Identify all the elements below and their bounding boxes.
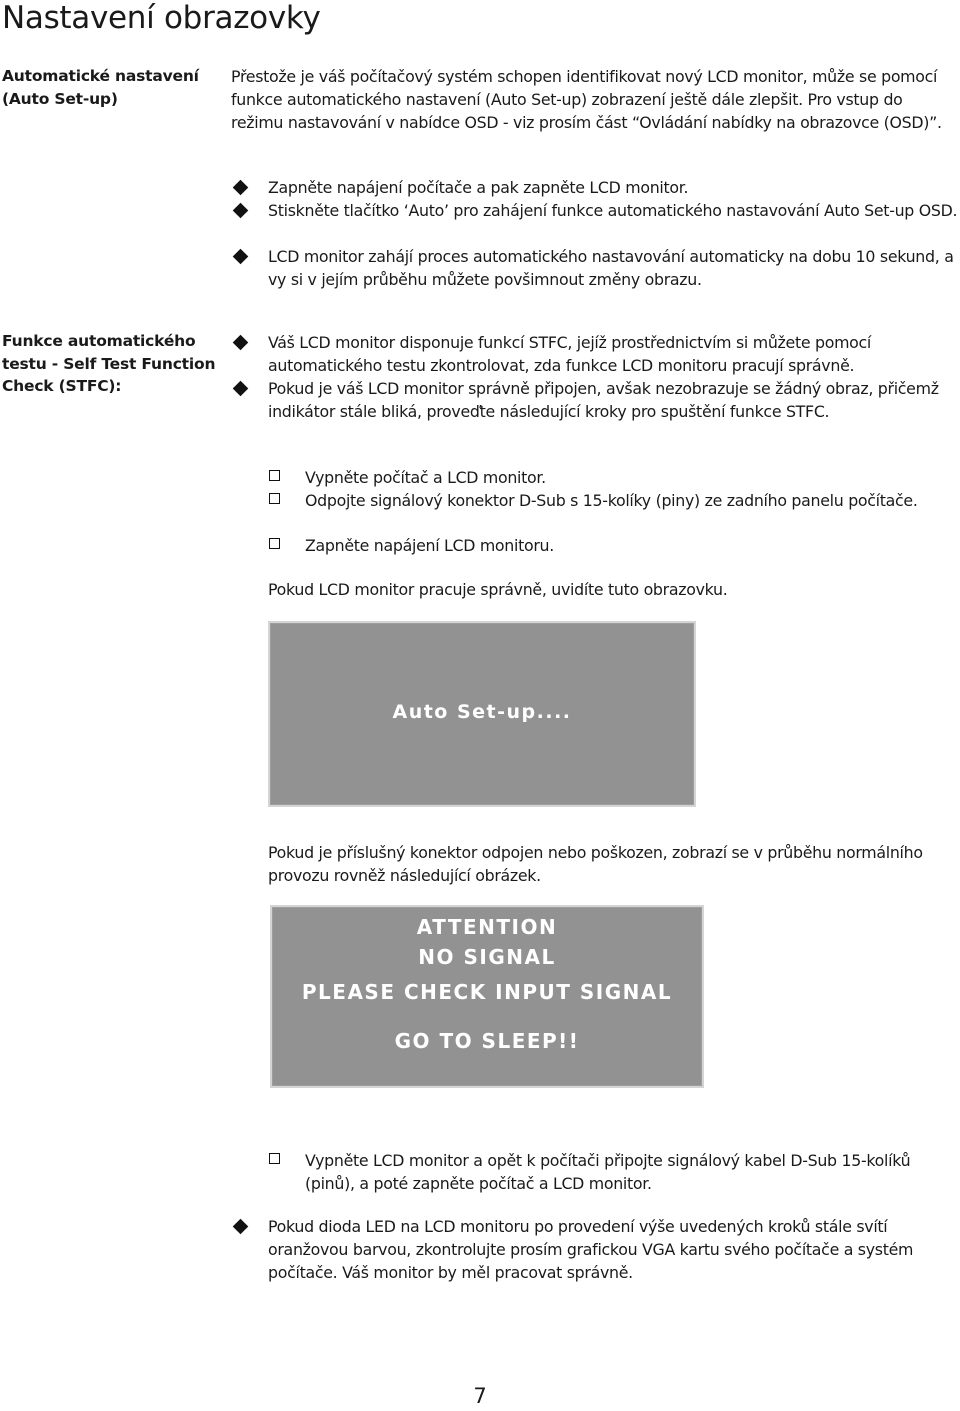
diamond-bullet-icon <box>233 203 249 219</box>
screen-line-check-input: PLEASE CHECK INPUT SIGNAL <box>301 980 673 1004</box>
auto-setup-screen-image <box>268 621 696 807</box>
screen-message: Auto Set-up.... <box>392 701 572 723</box>
ok-text: Pokud LCD monitor pracuje správně, uvidíte tuto obrazovku. <box>268 580 728 599</box>
diamond-bullet-icon <box>233 381 249 397</box>
checkbox-icon <box>269 1153 280 1164</box>
page-title: Nastavení obrazovky <box>2 0 321 36</box>
diamond-bullet-icon <box>233 335 249 351</box>
diamond-bullet-icon <box>233 180 249 196</box>
diamond-bullet-icon <box>233 1219 249 1235</box>
section-label-stfc: Funkce automatického testu - Self Test Function Check (STFC): <box>2 332 216 395</box>
auto-setup-intro: Přestože je váš počítačový systém schopen identifikovat nový LCD monitor, může se pomocí funkce automatického nastavení (Auto Set-up) zobrazení ještě dále zlepšit. Pro vstup do režimu nastavování v nabídce OSD - viz prosím část “Ovládání nabídky na obrazovce (OSD)”. <box>231 67 942 132</box>
checkbox-icon <box>269 470 280 481</box>
fault-text: Pokud je příslušný konektor odpojen nebo poškozen, zobrazí se v průběhu normálního provozu rovněž následující obrázek. <box>268 843 923 885</box>
diamond-bullet-icon <box>233 249 249 265</box>
screen-line-attention: ATTENTION <box>416 915 558 939</box>
checkbox-icon <box>269 493 280 504</box>
screen-line-no-signal: NO SIGNAL <box>418 945 556 969</box>
screen-line-sleep: GO TO SLEEP!! <box>394 1029 580 1053</box>
page-number: 7 <box>473 1384 487 1408</box>
checkbox-icon <box>269 538 280 549</box>
no-signal-screen-image <box>270 905 704 1088</box>
section-label-auto-setup: Automatické nastavení (Auto Set-up) <box>2 67 199 108</box>
